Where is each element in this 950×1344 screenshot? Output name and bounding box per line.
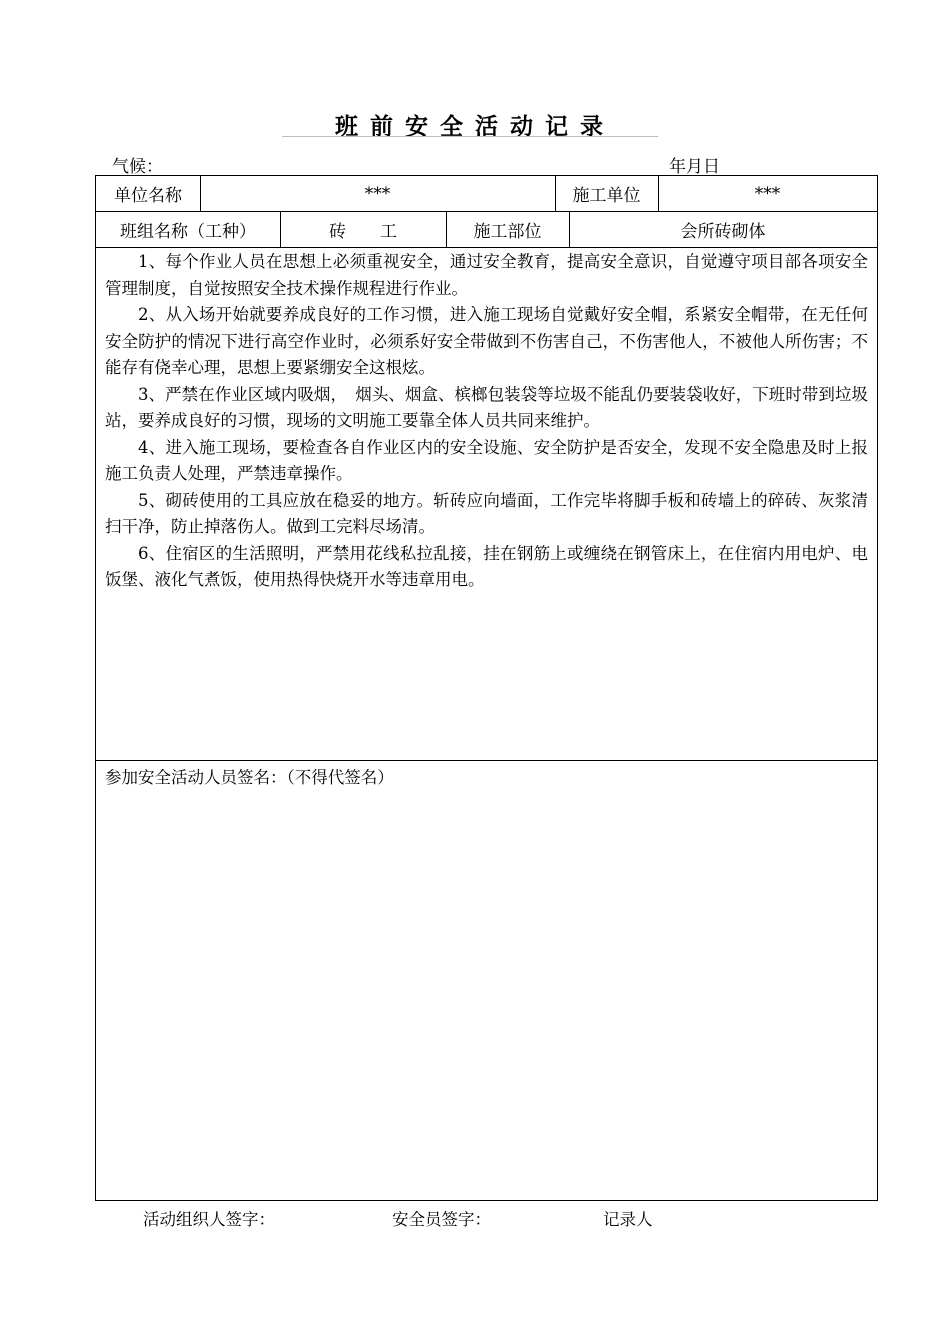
safety-item: 2、从入场开始就要养成良好的工作习惯，进入施工现场自觉戴好安全帽，系紧安全帽带，在无任何安全防护的情况下进行高空作业时，必须系好安全带做到不伤害自己，不伤害他人，不被他人所伤害；不能存有侥幸心理，思想上要紧绷安全这根炫。 [105, 305, 868, 377]
unit-name-value: *** [364, 183, 391, 204]
safety-officer-signature-label: 安全员签字： [392, 1210, 491, 1229]
safety-content [105, 249, 868, 594]
safety-item: 5、砌砖使用的工具应放在稳妥的地方。斩砖应向墙面，工作完毕将脚手板和砖墙上的碎砖、灰浆清扫干净，防止掉落伤人。做到工完料尽场清。 [105, 490, 868, 536]
construction-unit-label: 施工单位 [572, 186, 641, 206]
unit-name-label: 单位名称 [114, 186, 182, 206]
team-name-label: 班组名称（工种） [120, 221, 256, 242]
organizer-signature-label: 活动组织人签字： [143, 1210, 275, 1229]
construction-unit-value: *** [754, 183, 781, 204]
signature-label: 参加安全活动人员签名：（不得代签名） [105, 768, 394, 787]
weather-label: 气候： [112, 157, 163, 177]
safety-item: 3、严禁在作业区域内吸烟， 烟头、烟盒、槟榔包装袋等垃圾不能乱仍要装袋收好，下班时带到垃圾站，要养成良好的习惯，现场的文明施工要靠全体人员共同来维护。 [105, 384, 868, 430]
date-label: 年月日 [669, 157, 720, 177]
location-label: 施工部位 [473, 221, 542, 242]
location-value: 会所砖砌体 [680, 221, 766, 242]
row-divider [96, 760, 877, 761]
record-table [95, 175, 878, 1201]
title-underline [282, 136, 658, 137]
recorder-label: 记录人 [603, 1210, 653, 1229]
safety-item: 4、进入施工现场，要检查各自作业区内的安全设施、安全防护是否安全，发现不安全隐患及时上报施工负责人处理，严禁违章操作。 [105, 437, 868, 483]
safety-item: 6、住宿区的生活照明，严禁用花线私拉乱接，挂在钢筋上或缠绕在钢管床上，在住宿内用电炉、电饭堡、液化气煮饭，使用热得快烧开水等违章用电。 [105, 543, 868, 589]
safety-item: 1、每个作业人员在思想上必须重视安全，通过安全教育，提高安全意识，自觉遵守项目部各项安全管理制度，自觉按照安全技术操作规程进行作业。 [105, 252, 868, 298]
row-divider [96, 247, 877, 248]
page-title: 班前安全活动记录 [335, 113, 615, 140]
team-name-value: 砖 工 [329, 221, 397, 242]
